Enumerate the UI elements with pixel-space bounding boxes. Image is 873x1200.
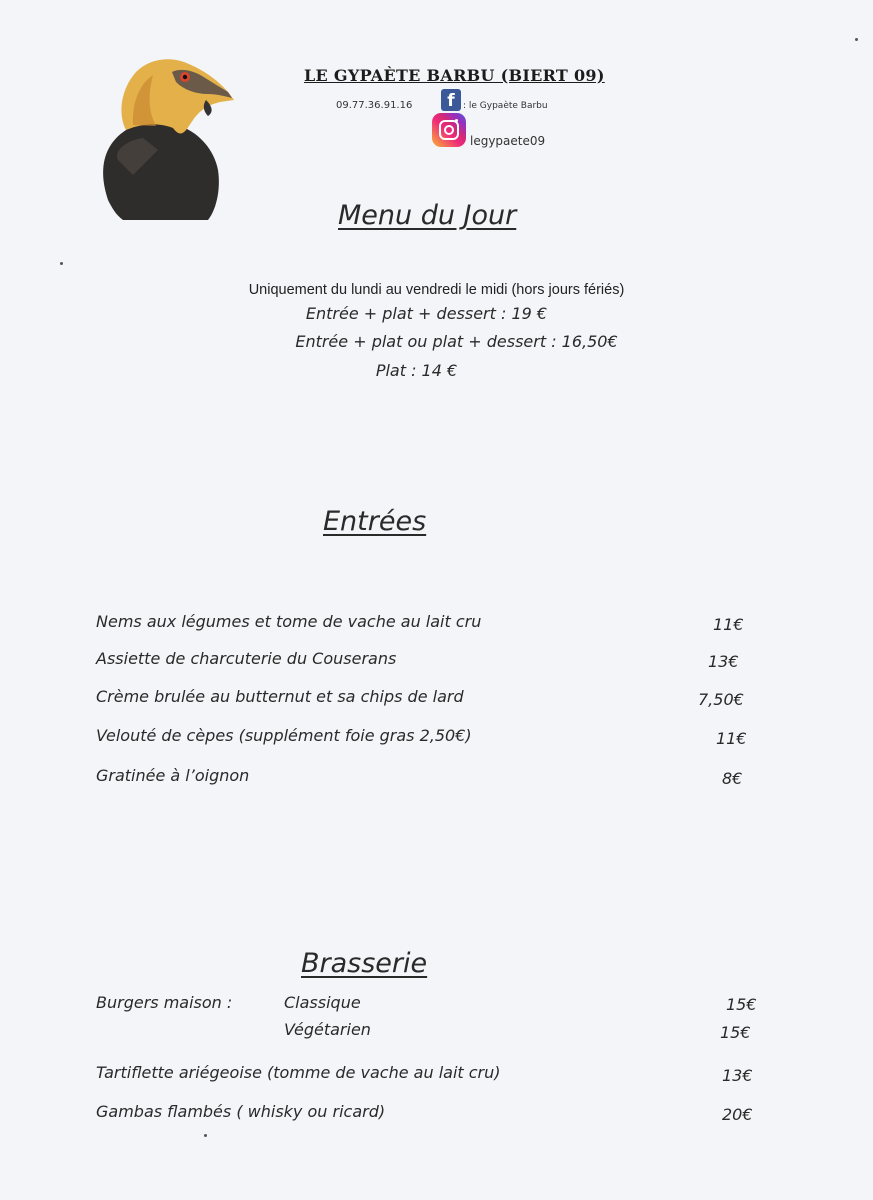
entree-item-name: Nems aux légumes et tome de vache au lait cru (96, 612, 482, 631)
instagram-icon (432, 113, 466, 147)
facebook-icon: f (441, 89, 461, 111)
brasserie-item-name: Végétarien (284, 1020, 371, 1039)
brasserie-item-price: 20€ (722, 1105, 753, 1124)
scan-speck (204, 1134, 207, 1137)
brasserie-item-price: 15€ (720, 1023, 751, 1042)
scan-speck (60, 262, 63, 265)
brasserie-item-price: 15€ (726, 995, 757, 1014)
entree-item-price: 7,50€ (698, 690, 744, 709)
entree-item-price: 11€ (716, 729, 747, 748)
entree-item-name: Assiette de charcuterie du Couserans (96, 649, 397, 668)
entrees-heading: Entrées (323, 506, 427, 537)
facebook-label: : le Gypaète Barbu (463, 101, 548, 111)
entree-item-name: Gratinée à l’oignon (96, 766, 250, 785)
entree-item-price: 11€ (713, 615, 744, 634)
brasserie-item-price: 13€ (722, 1066, 753, 1085)
menu-du-jour-note: Uniquement du lundi au vendredi le midi (hors jours fériés) (248, 282, 625, 298)
entree-item-price: 8€ (722, 769, 743, 788)
brasserie-item-name: Classique (284, 993, 361, 1012)
instagram-label: legypaete09 (470, 134, 546, 148)
menu-du-jour-heading: Menu du Jour (338, 200, 517, 231)
entree-item-name: Crème brulée au butternut et sa chips de lard (96, 687, 464, 706)
phone-number: 09.77.36.91.16 (336, 100, 413, 111)
brasserie-heading: Brasserie (301, 948, 428, 979)
brasserie-item-name: Tartiflette ariégeoise (tomme de vache au lait cru) (96, 1063, 501, 1082)
restaurant-title: LE GYPAÈTE BARBU (BIERT 09) (304, 66, 605, 85)
brasserie-item-name: Gambas flambés ( whisky ou ricard) (96, 1102, 386, 1121)
entree-item-name: Velouté de cèpes (supplément foie gras 2,50€) (96, 726, 472, 745)
formula-two-courses: Entrée + plat ou plat + dessert : 16,50€ (295, 332, 618, 351)
scan-speck (855, 38, 858, 41)
formula-entree-plat-dessert: Entrée + plat + dessert : 19 € (305, 304, 548, 323)
bearded-vulture-illustration (88, 50, 238, 220)
formula-plat: Plat : 14 € (375, 361, 458, 380)
burgers-label: Burgers maison : (96, 993, 233, 1012)
entree-item-price: 13€ (708, 652, 739, 671)
